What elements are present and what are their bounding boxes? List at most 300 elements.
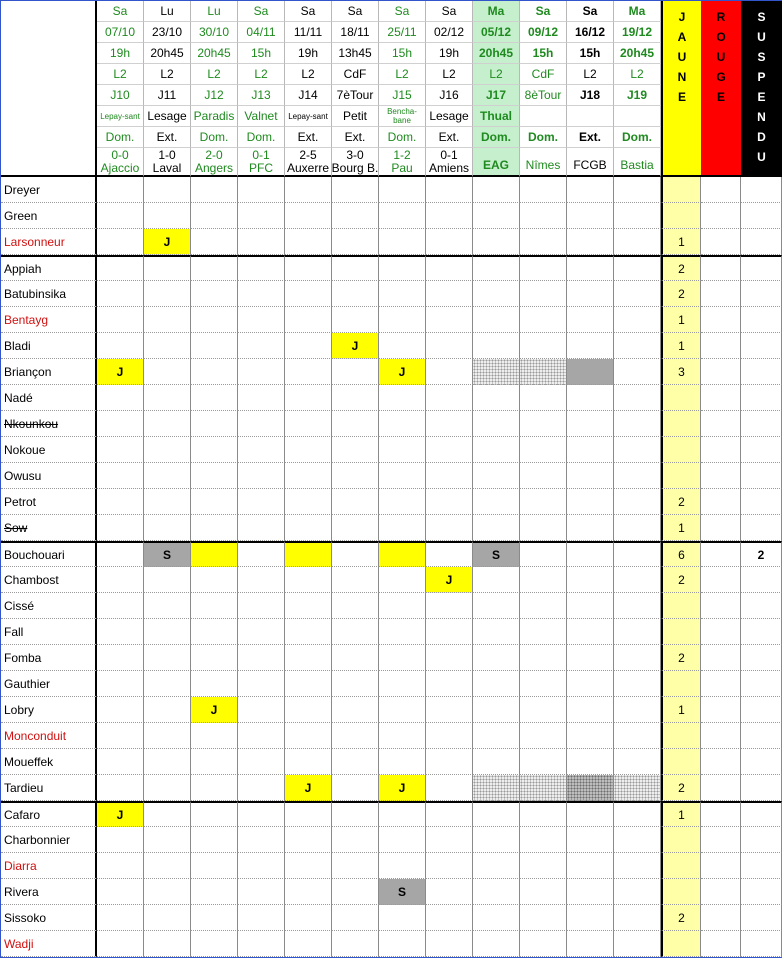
- header-opponent: Nîmes: [525, 158, 561, 173]
- player-name: Sissoko: [1, 905, 97, 931]
- header-time: 20h45: [144, 43, 191, 64]
- match-cell: [191, 359, 238, 385]
- match-cell: [285, 801, 332, 827]
- match-cell: [520, 281, 567, 307]
- match-cell: [567, 463, 614, 489]
- rouge-count: [701, 541, 741, 567]
- jaune-count: [661, 463, 701, 489]
- match-cell: [285, 307, 332, 333]
- match-cell: [520, 515, 567, 541]
- match-cell: [97, 775, 144, 801]
- player-name: Diarra: [1, 853, 97, 879]
- rouge-count: [701, 437, 741, 463]
- jaune-header: J A U N E: [661, 1, 701, 177]
- suspendu-count: [741, 775, 782, 801]
- match-cell: [379, 827, 426, 853]
- match-cell: [426, 905, 473, 931]
- match-cell: [285, 281, 332, 307]
- player-name: Bentayg: [1, 307, 97, 333]
- match-cell: [520, 411, 567, 437]
- player-name: Briançon: [1, 359, 97, 385]
- match-cell: [332, 593, 379, 619]
- header-opponent: Laval: [152, 161, 182, 176]
- header-score-opponent: [520, 148, 567, 177]
- jaune-count: 6: [661, 541, 701, 567]
- match-cell: [614, 775, 661, 801]
- header-time: 19h: [97, 43, 144, 64]
- header-referee: Lepay-sant: [285, 106, 332, 127]
- match-cell: [473, 177, 520, 203]
- header-date: 19/12: [614, 22, 661, 43]
- match-cell: [614, 827, 661, 853]
- match-cell: [144, 775, 191, 801]
- jaune-count: [661, 749, 701, 775]
- match-cell: [97, 619, 144, 645]
- match-cell: [285, 437, 332, 463]
- match-cell: [614, 723, 661, 749]
- match-cell: [191, 437, 238, 463]
- match-cell: [520, 385, 567, 411]
- header-referee: [614, 106, 661, 127]
- match-cell: [285, 879, 332, 905]
- jaune-count: 1: [661, 801, 701, 827]
- match-cell: [191, 749, 238, 775]
- suspendu-count: [741, 333, 782, 359]
- suspendu-count: [741, 489, 782, 515]
- header-referee: Thual: [473, 106, 520, 127]
- match-cell: [520, 307, 567, 333]
- match-cell: [285, 593, 332, 619]
- jaune-count: 2: [661, 281, 701, 307]
- match-cell: [520, 229, 567, 255]
- header-date: 09/12: [520, 22, 567, 43]
- match-cell: [614, 229, 661, 255]
- match-cell: [614, 801, 661, 827]
- player-name: Nokoue: [1, 437, 97, 463]
- match-cell: [426, 229, 473, 255]
- match-cell: [520, 723, 567, 749]
- match-cell: [520, 671, 567, 697]
- match-cell: [238, 307, 285, 333]
- match-cell: [332, 411, 379, 437]
- rouge-header: R O U G E: [701, 1, 741, 177]
- header-date: 02/12: [426, 22, 473, 43]
- match-cell: [614, 541, 661, 567]
- match-cell: [97, 515, 144, 541]
- match-cell: [426, 879, 473, 905]
- match-cell: [97, 671, 144, 697]
- suspendu-count: [741, 671, 782, 697]
- header-time: 20h45: [473, 43, 520, 64]
- header-competition: CdF: [332, 64, 379, 85]
- match-cell: [332, 697, 379, 723]
- match-cell: [614, 905, 661, 931]
- match-cell: [97, 411, 144, 437]
- match-cell: [614, 671, 661, 697]
- jaune-count: 1: [661, 333, 701, 359]
- rouge-count: [701, 619, 741, 645]
- match-cell: [238, 723, 285, 749]
- match-cell: [426, 385, 473, 411]
- match-cell: [238, 281, 285, 307]
- match-cell: [567, 827, 614, 853]
- match-cell: [285, 645, 332, 671]
- match-cell: [567, 671, 614, 697]
- player-name: Owusu: [1, 463, 97, 489]
- match-cell: [332, 359, 379, 385]
- match-cell: [191, 515, 238, 541]
- match-cell: [426, 489, 473, 515]
- match-cell: [473, 203, 520, 229]
- header-round: J17: [473, 85, 520, 106]
- rouge-count: [701, 281, 741, 307]
- match-cell: [614, 749, 661, 775]
- match-cell: [473, 645, 520, 671]
- rouge-count: [701, 177, 741, 203]
- match-cell: [473, 619, 520, 645]
- match-cell: [426, 307, 473, 333]
- match-cell: [567, 593, 614, 619]
- header-venue: Dom.: [379, 127, 426, 148]
- match-cell: [97, 593, 144, 619]
- match-cell: [144, 255, 191, 281]
- rouge-count: [701, 203, 741, 229]
- match-cell: [614, 879, 661, 905]
- player-name: Cissé: [1, 593, 97, 619]
- match-cell: [426, 671, 473, 697]
- match-cell: [332, 541, 379, 567]
- suspendu-count: [741, 515, 782, 541]
- match-cell: [426, 437, 473, 463]
- match-cell: [191, 801, 238, 827]
- match-cell: [238, 801, 285, 827]
- match-cell: [144, 463, 191, 489]
- match-cell: [520, 775, 567, 801]
- match-cell: [473, 853, 520, 879]
- header-venue: Dom.: [614, 127, 661, 148]
- suspendu-count: [741, 619, 782, 645]
- match-cell: [473, 931, 520, 957]
- match-cell: [520, 437, 567, 463]
- jaune-count: 2: [661, 645, 701, 671]
- match-cell: [379, 411, 426, 437]
- match-cell: [520, 489, 567, 515]
- match-cell: [520, 567, 567, 593]
- header-day: Sa: [520, 1, 567, 22]
- header-day: Lu: [144, 1, 191, 22]
- match-cell: [97, 177, 144, 203]
- match-cell: [144, 307, 191, 333]
- match-cell: [567, 723, 614, 749]
- rouge-count: [701, 853, 741, 879]
- match-cell: [97, 905, 144, 931]
- suspendu-count: [741, 931, 782, 957]
- match-cell: [567, 333, 614, 359]
- match-cell: [144, 333, 191, 359]
- header-time: 15h: [567, 43, 614, 64]
- match-cell: [520, 255, 567, 281]
- header-opponent: Angers: [194, 161, 234, 176]
- match-cell: [379, 177, 426, 203]
- match-cell: [144, 567, 191, 593]
- suspendu-count: [741, 203, 782, 229]
- match-cell: [379, 931, 426, 957]
- match-cell: [426, 411, 473, 437]
- match-cell: [379, 307, 426, 333]
- jaune-count: [661, 593, 701, 619]
- match-cell: [285, 177, 332, 203]
- match-cell: [567, 931, 614, 957]
- jaune-count: 3: [661, 359, 701, 385]
- suspendu-count: [741, 567, 782, 593]
- header-time: 15h: [379, 43, 426, 64]
- yellow-card-mark: J: [144, 229, 191, 255]
- jaune-count: [661, 619, 701, 645]
- match-cell: [238, 255, 285, 281]
- header-opponent: PFC: [249, 161, 273, 176]
- match-cell: [614, 437, 661, 463]
- match-cell: [379, 749, 426, 775]
- jaune-count: [661, 203, 701, 229]
- header-referee: Petit: [332, 106, 379, 127]
- match-cell: [191, 489, 238, 515]
- jaune-count: [661, 177, 701, 203]
- header-competition: L2: [285, 64, 332, 85]
- suspendu-count: [741, 749, 782, 775]
- match-cell: [332, 281, 379, 307]
- header-competition: L2: [238, 64, 285, 85]
- rouge-count: [701, 307, 741, 333]
- player-name: Fomba: [1, 645, 97, 671]
- match-cell: [97, 203, 144, 229]
- match-cell: [191, 645, 238, 671]
- suspendu-count: [741, 385, 782, 411]
- suspendu-count: [741, 827, 782, 853]
- header-time: 15h: [238, 43, 285, 64]
- match-cell: [191, 827, 238, 853]
- match-cell: [97, 567, 144, 593]
- match-cell: [379, 723, 426, 749]
- player-name: Gauthier: [1, 671, 97, 697]
- match-cell: [614, 489, 661, 515]
- suspendu-count: 2: [741, 541, 782, 567]
- match-cell: [520, 645, 567, 671]
- match-cell: [285, 411, 332, 437]
- match-cell: [614, 255, 661, 281]
- match-cell: [614, 593, 661, 619]
- match-cell: [144, 671, 191, 697]
- match-cell: [473, 749, 520, 775]
- match-cell: [332, 879, 379, 905]
- match-cell: [520, 203, 567, 229]
- player-name: Rivera: [1, 879, 97, 905]
- header-day: Sa: [567, 1, 614, 22]
- suspendu-header: S U S P E N D U: [741, 1, 782, 177]
- match-cell: [285, 567, 332, 593]
- player-name: Charbonnier: [1, 827, 97, 853]
- match-cell: [144, 749, 191, 775]
- match-cell: [332, 827, 379, 853]
- match-cell: [614, 853, 661, 879]
- match-cell: [426, 463, 473, 489]
- jaune-count: [661, 723, 701, 749]
- header-venue: Dom.: [238, 127, 285, 148]
- suspension-mark: S: [473, 541, 520, 567]
- rouge-count: [701, 411, 741, 437]
- match-cell: [473, 593, 520, 619]
- match-cell: [191, 879, 238, 905]
- header-round: J11: [144, 85, 191, 106]
- match-cell: [332, 853, 379, 879]
- match-cell: [473, 281, 520, 307]
- match-cell: [285, 541, 332, 567]
- match-cell: [191, 333, 238, 359]
- match-cell: [426, 255, 473, 281]
- suspendu-count: [741, 697, 782, 723]
- player-name: Bouchouari: [1, 541, 97, 567]
- match-cell: [379, 671, 426, 697]
- player-name: Monconduit: [1, 723, 97, 749]
- match-cell: [97, 541, 144, 567]
- header-day: Sa: [332, 1, 379, 22]
- match-cell: [379, 281, 426, 307]
- match-cell: [97, 333, 144, 359]
- match-cell: [191, 229, 238, 255]
- header-day: Ma: [614, 1, 661, 22]
- header-competition: L2: [614, 64, 661, 85]
- jaune-count: [661, 931, 701, 957]
- player-name: Bladi: [1, 333, 97, 359]
- match-cell: [567, 203, 614, 229]
- match-cell: [285, 229, 332, 255]
- match-cell: [238, 645, 285, 671]
- match-cell: [332, 463, 379, 489]
- header-time: 15h: [520, 43, 567, 64]
- match-cell: [520, 619, 567, 645]
- jaune-count: [661, 879, 701, 905]
- match-cell: [473, 255, 520, 281]
- player-name: Chambost: [1, 567, 97, 593]
- match-cell: [285, 853, 332, 879]
- player-name: Lobry: [1, 697, 97, 723]
- suspension-mark: S: [379, 879, 426, 905]
- match-cell: [238, 385, 285, 411]
- header-venue: Ext.: [567, 127, 614, 148]
- match-cell: [379, 333, 426, 359]
- header-round: J19: [614, 85, 661, 106]
- match-cell: [144, 723, 191, 749]
- suspendu-count: [741, 463, 782, 489]
- match-cell: [473, 697, 520, 723]
- match-cell: [238, 515, 285, 541]
- match-cell: [191, 307, 238, 333]
- jaune-count: [661, 437, 701, 463]
- suspendu-count: [741, 437, 782, 463]
- match-cell: [285, 255, 332, 281]
- match-cell: [191, 411, 238, 437]
- match-cell: [426, 775, 473, 801]
- header-score-opponent: [285, 148, 332, 177]
- match-cell: [238, 905, 285, 931]
- header-venue: Ext.: [285, 127, 332, 148]
- jaune-count: [661, 853, 701, 879]
- match-cell: [144, 281, 191, 307]
- match-cell: [144, 853, 191, 879]
- match-cell: [426, 515, 473, 541]
- match-cell: [238, 359, 285, 385]
- match-cell: [614, 697, 661, 723]
- jaune-count: 2: [661, 905, 701, 931]
- match-cell: [426, 801, 473, 827]
- rouge-count: [701, 567, 741, 593]
- header-round: J14: [285, 85, 332, 106]
- header-score: 0-0: [111, 148, 129, 162]
- match-cell: [332, 255, 379, 281]
- match-cell: [191, 775, 238, 801]
- match-cell: [567, 645, 614, 671]
- header-score-opponent: [144, 148, 191, 177]
- header-score-opponent: [614, 148, 661, 177]
- match-cell: [144, 827, 191, 853]
- header-round: J10: [97, 85, 144, 106]
- match-cell: [614, 281, 661, 307]
- match-cell: [379, 203, 426, 229]
- header-opponent: Bourg B.: [332, 161, 379, 176]
- match-cell: [97, 437, 144, 463]
- player-name: Fall: [1, 619, 97, 645]
- header-opponent: Amiens: [428, 161, 469, 176]
- match-cell: [520, 827, 567, 853]
- header-day: Ma: [473, 1, 520, 22]
- player-name: Dreyer: [1, 177, 97, 203]
- match-cell: [191, 567, 238, 593]
- rouge-count: [701, 775, 741, 801]
- match-cell: [144, 879, 191, 905]
- header-corner: [1, 1, 97, 177]
- player-name: Nadé: [1, 385, 97, 411]
- match-cell: [426, 333, 473, 359]
- match-cell: [97, 255, 144, 281]
- match-cell: [332, 671, 379, 697]
- match-cell: [426, 203, 473, 229]
- match-cell: [144, 593, 191, 619]
- match-cell: [614, 411, 661, 437]
- match-cell: [285, 827, 332, 853]
- match-cell: [520, 359, 567, 385]
- header-date: 18/11: [332, 22, 379, 43]
- suspendu-count: [741, 281, 782, 307]
- match-cell: [426, 697, 473, 723]
- header-competition: CdF: [520, 64, 567, 85]
- header-referee: Valnet: [238, 106, 285, 127]
- match-cell: [97, 489, 144, 515]
- match-cell: [332, 307, 379, 333]
- match-cell: [520, 463, 567, 489]
- rouge-count: [701, 645, 741, 671]
- match-cell: [614, 307, 661, 333]
- rouge-count: [701, 801, 741, 827]
- header-venue: Ext.: [144, 127, 191, 148]
- player-name: Batubinsika: [1, 281, 97, 307]
- rouge-count: [701, 489, 741, 515]
- match-cell: [97, 307, 144, 333]
- rouge-count: [701, 879, 741, 905]
- jaune-count: [661, 411, 701, 437]
- match-cell: [614, 931, 661, 957]
- match-cell: [520, 749, 567, 775]
- match-cell: [567, 749, 614, 775]
- header-score: 0-1: [252, 148, 270, 162]
